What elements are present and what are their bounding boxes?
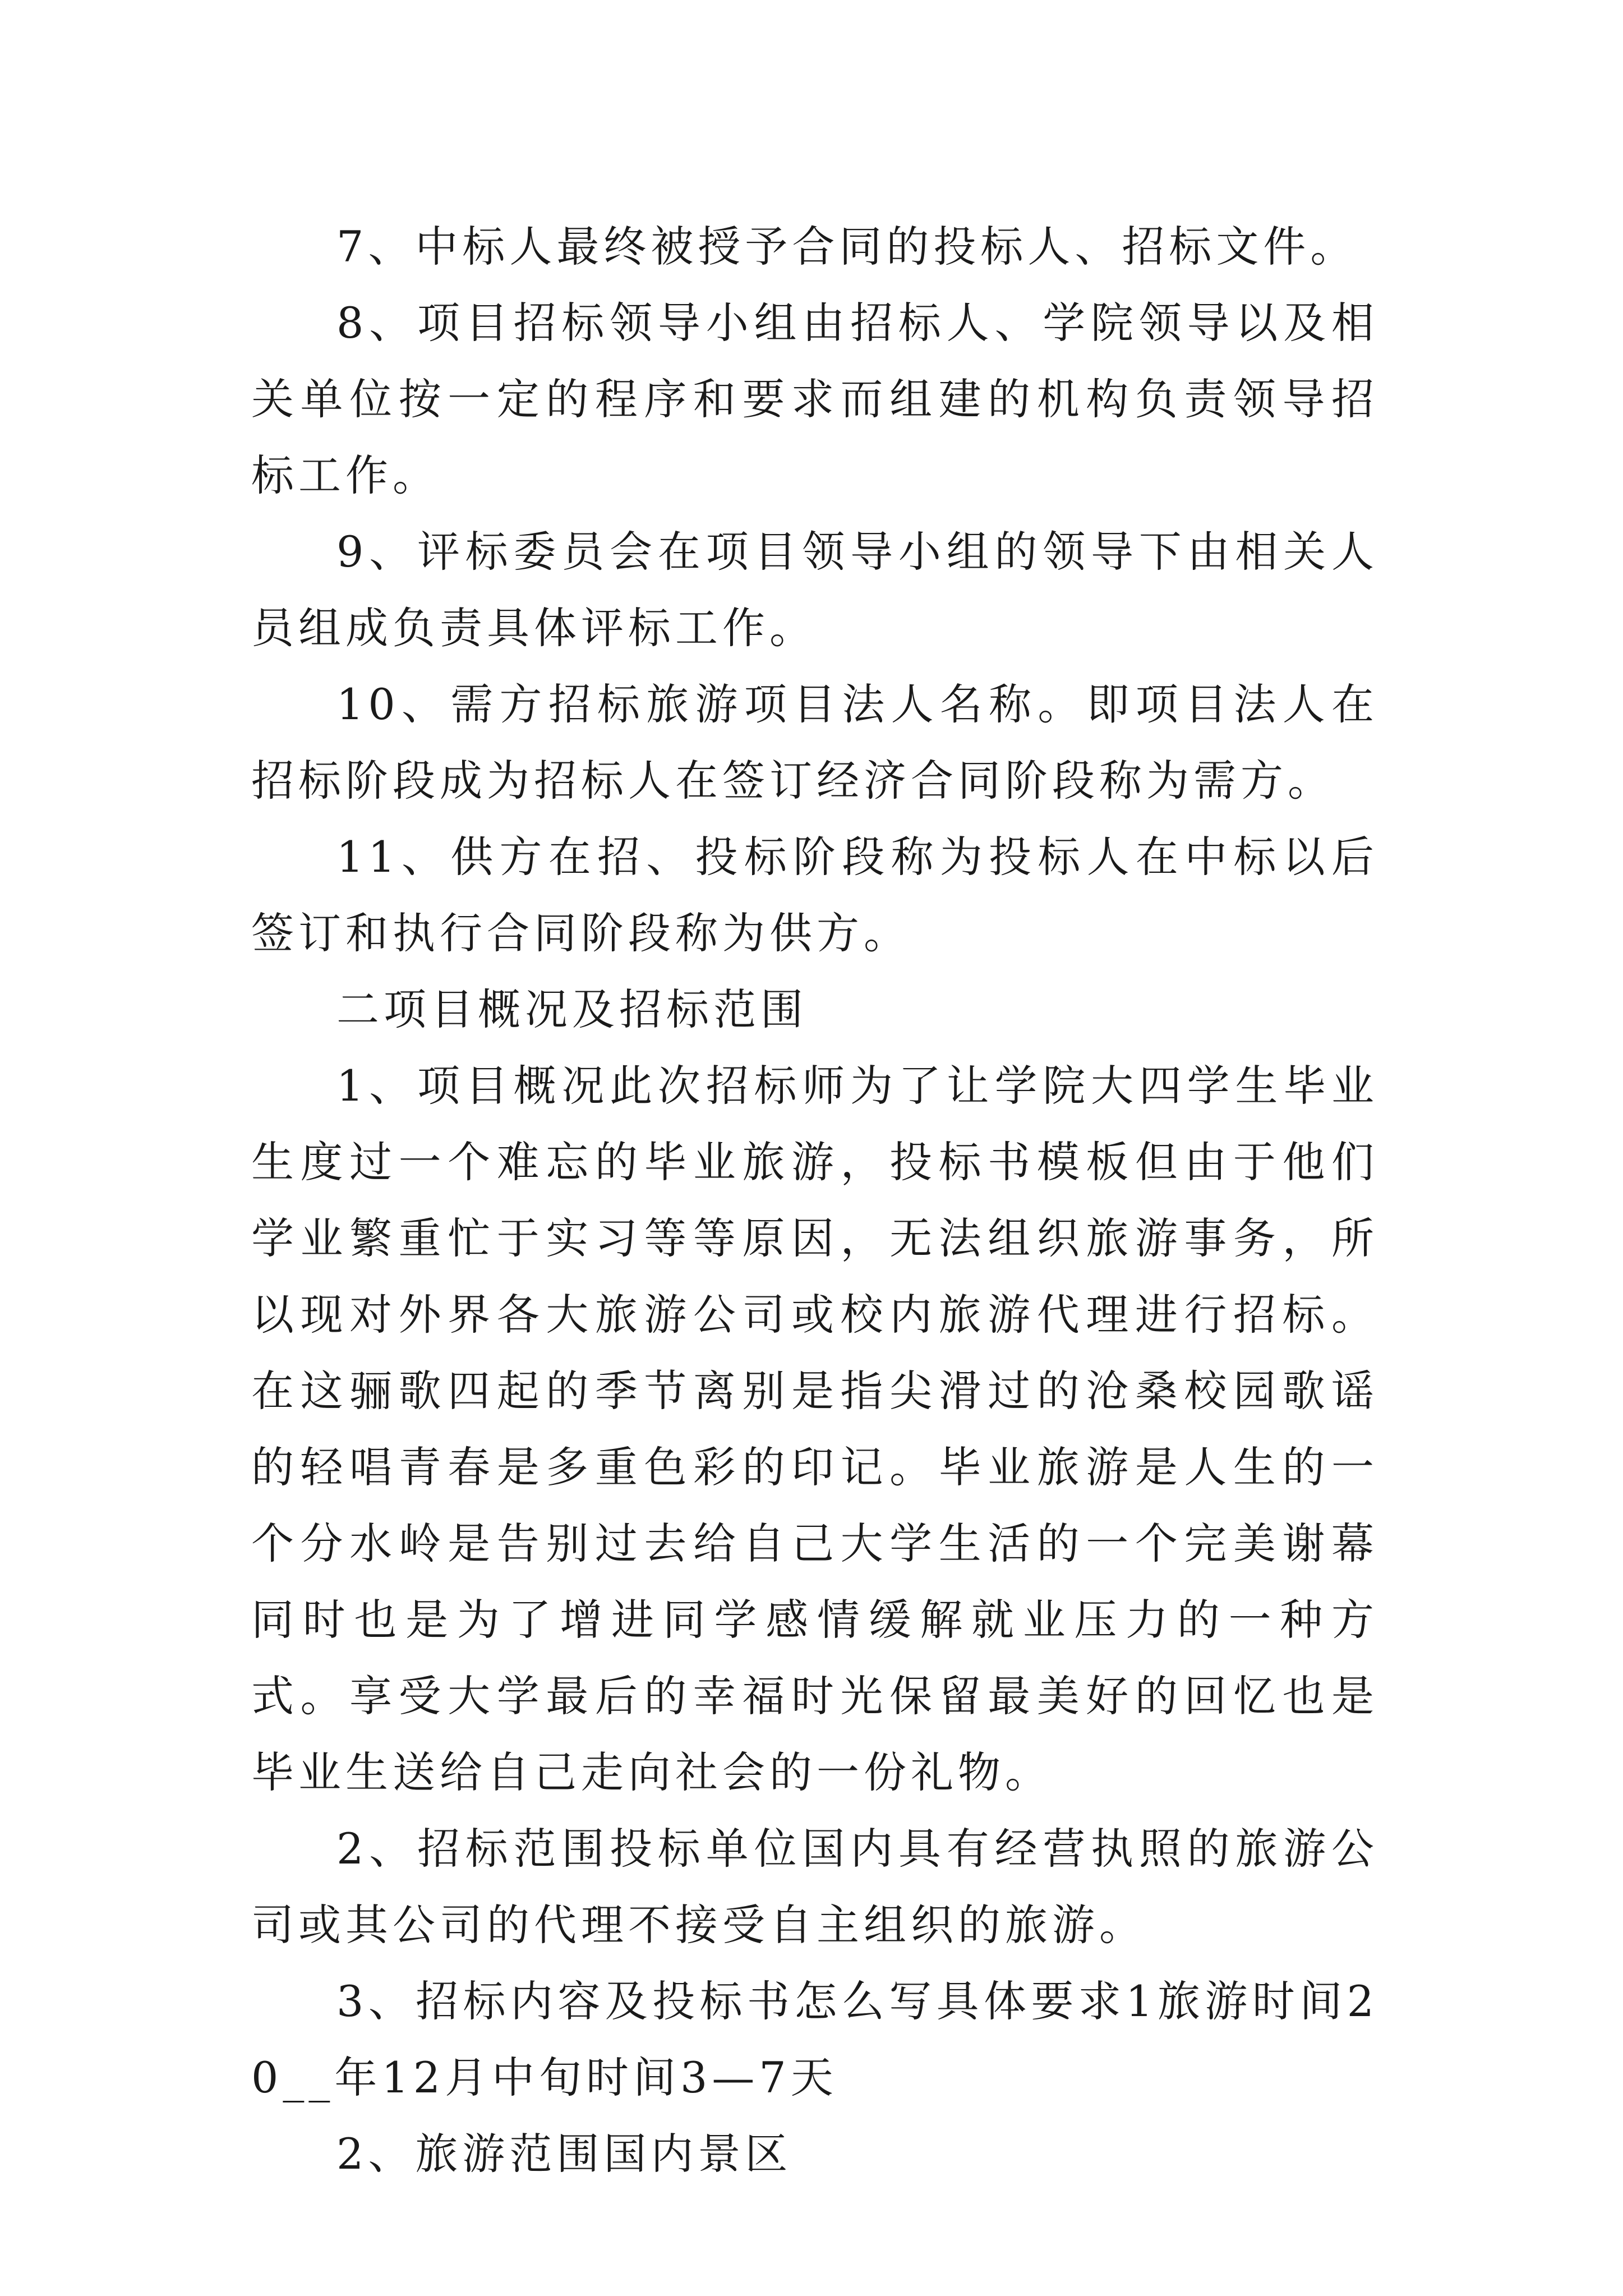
paragraph-item-11: 11、供方在招、投标阶段称为投标人在中标以后签订和执行合同阶段称为供方。 [251, 832, 1378, 958]
paragraph-tender-content: 3、招标内容及投标书怎么写具体要求1旅游时间20__年12月中旬时间3—7天 [251, 1976, 1378, 2102]
paragraph-item-9: 9、评标委员会在项目领导小组的领导下由相关人员组成负责具体评标工作。 [251, 527, 1378, 653]
paragraph-travel-range: 2、旅游范围国内景区 [336, 2129, 792, 2179]
paragraph-item-10: 10、需方招标旅游项目法人名称。即项目法人在招标阶段成为招标人在签订经济合同阶段称为需方。 [251, 679, 1378, 806]
paragraph-tender-scope: 2、招标范围投标单位国内具有经营执照的旅游公司或其公司的代理不接受自主组织的旅游。 [251, 1824, 1378, 1950]
paragraph-item-7: 7、中标人最终被授予合同的投标人、招标文件。 [336, 222, 1358, 272]
paragraph-item-8: 8、项目招标领导小组由招标人、学院领导以及相关单位按一定的程序和要求而组建的机构负责领导招标工作。 [251, 298, 1378, 500]
paragraph-project-overview: 1、项目概况此次招标师为了让学院大四学生毕业生度过一个难忘的毕业旅游，投标书模板但由于他们学业繁重忙于实习等等原因，无法组织旅游事务，所以现对外界各大旅游公司或校内旅游代理进行招标。在这骊歌四起的季节离别是指尖滑过的沧桑校园歌谣的轻唱青春是多重色彩的印记。毕业旅游是人生的一个分水岭是告别过去给自己大学生活的一个完美谢幕同时也是为了增进同学感情缓解就业压力的一种方式。享受大学最后的幸福时光保留最美好的回忆也是毕业生送给自己走向社会的一份礼物。 [251, 1061, 1378, 1797]
section-heading: 二项目概况及招标范围 [336, 984, 808, 1034]
document-body [251, 209, 1378, 2192]
